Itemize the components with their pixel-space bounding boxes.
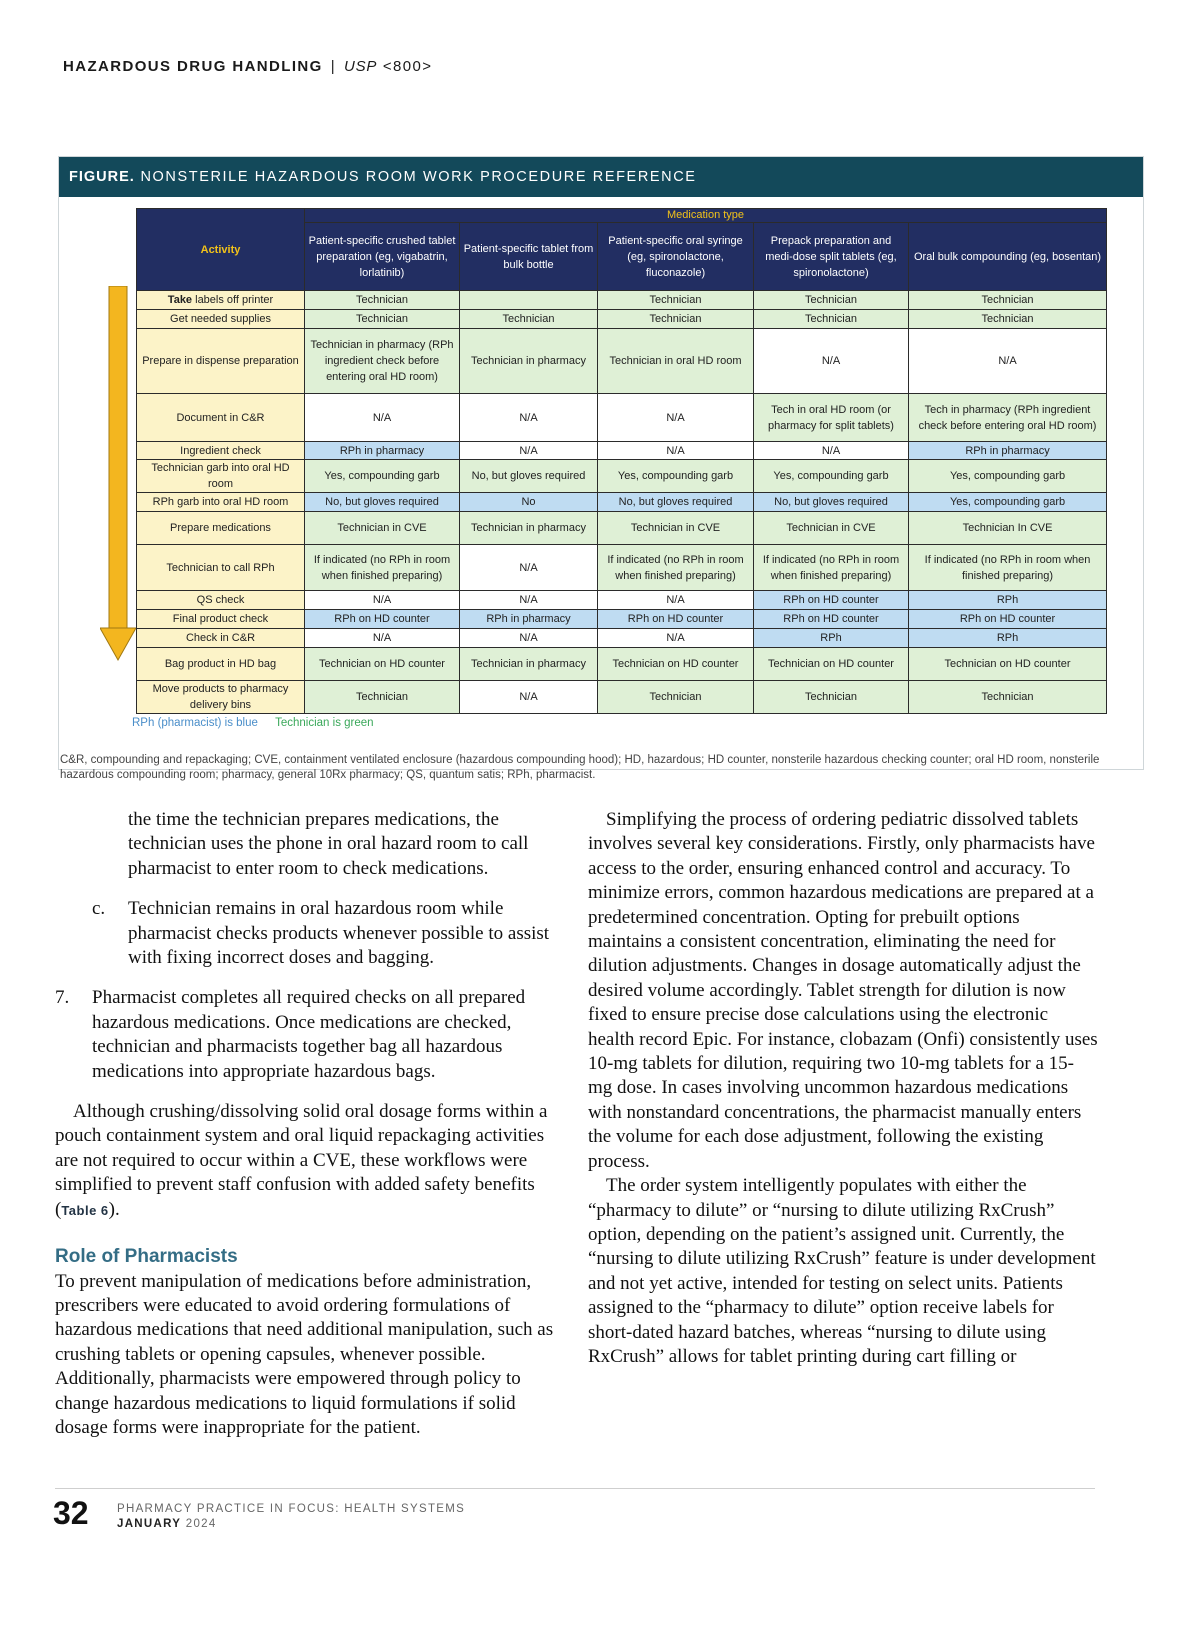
activity-text: Bag product in HD bag — [164, 658, 277, 670]
activity-text: QS check — [196, 594, 245, 606]
activity-text: Move products to pharmacy delivery bins — [152, 683, 289, 711]
figure-label: FIGURE. — [69, 169, 135, 185]
table-cell: Technician on HD counter — [598, 648, 754, 681]
table-cell: No — [460, 493, 598, 512]
medication-type-header: Medication type — [305, 209, 1107, 223]
table-cell: N/A — [598, 591, 754, 610]
table-cell: Technician — [909, 310, 1107, 329]
table-cell: No, but gloves required — [305, 493, 460, 512]
figure-title: NONSTERILE HAZARDOUS ROOM WORK PROCEDURE REFERENCE — [140, 169, 697, 185]
list-item-7 — [55, 986, 555, 1084]
table-row — [137, 629, 1107, 648]
activity-text: Final product check — [172, 613, 269, 625]
table-cell: RPh on HD counter — [754, 610, 909, 629]
table-row — [137, 648, 1107, 681]
continued-list-text: the time the technician prepares medications, the technician uses the phone in oral hazard room to call pharmacist to enter room to check medications. — [128, 809, 529, 879]
table-cell: Technician — [305, 291, 460, 310]
table-cell: N/A — [460, 591, 598, 610]
activity-text: Get needed supplies — [170, 313, 271, 325]
table-row — [137, 329, 1107, 394]
activity-cell — [137, 591, 305, 610]
footer-publication — [117, 1502, 465, 1531]
legend-rph: RPh (pharmacist) is blue — [132, 717, 258, 729]
table-cell: Technician in CVE — [754, 512, 909, 545]
table-cell: Yes, compounding garb — [305, 460, 460, 493]
activity-cell — [137, 460, 305, 493]
table-cell: RPh on HD counter — [754, 591, 909, 610]
table-cell: N/A — [460, 681, 598, 714]
body-paragraph: The order system intelligently populates with either the “pharmacy to dilute” or “nursing to dilute utilizing RxCrush” option, depending on the patient’s assigned unit. Currently, the “nursing to dilute utilizing RxCrush” feature is under development and not yet active, intended for testing on select units. Patients assigned to the “pharmacy to dilute” option receive labels for short-dated hazard batches, whereas “nursing to dilute using RxCrush” allows for tablet printing during cart filling or — [588, 1175, 1096, 1367]
activity-text: RPh garb into oral HD room — [152, 496, 289, 508]
list-marker: c. — [92, 898, 106, 920]
list-marker: 7. — [55, 987, 70, 1009]
table-cell: N/A — [754, 329, 909, 394]
table-cell: No, but gloves required — [598, 493, 754, 512]
table-cell: Technician — [460, 310, 598, 329]
table-cell: If indicated (no RPh in room when finished preparing) — [754, 545, 909, 591]
table-row — [137, 291, 1107, 310]
table-cell: If indicated (no RPh in room when finished preparing) — [598, 545, 754, 591]
table-cell: Technician in CVE — [305, 512, 460, 545]
table-cell: N/A — [909, 329, 1107, 394]
table-cell: Technician in pharmacy — [460, 648, 598, 681]
activity-bold-text: Take — [167, 294, 193, 306]
table-row — [137, 493, 1107, 512]
activity-cell — [137, 681, 305, 714]
column-header: Prepack preparation and medi-dose split tablets (eg, spironolactone) — [754, 223, 909, 291]
table-cell: If indicated (no RPh in room when finished preparing) — [909, 545, 1107, 591]
standard-name: USP — [344, 58, 378, 75]
activity-cell — [137, 610, 305, 629]
table-cell: Technician in oral HD room — [598, 329, 754, 394]
table-cell: N/A — [598, 394, 754, 442]
table-cell — [460, 291, 598, 310]
table-cell: Technician — [598, 310, 754, 329]
figure — [58, 156, 1144, 770]
table-cell: RPh in pharmacy — [305, 442, 460, 460]
running-head — [63, 58, 432, 75]
table-cell: RPh — [754, 629, 909, 648]
table-row — [137, 394, 1107, 442]
table-row — [137, 591, 1107, 610]
table-cell: Technician — [754, 310, 909, 329]
paragraph-text: Although crushing/dissolving solid oral dosage forms within a pouch containment system and oral liquid repackaging activities are not required to occur within a CVE, these workflows were simplified to prevent staff confusion with added safety benefits ( — [55, 1101, 548, 1220]
paragraph-text-end: ). — [108, 1198, 120, 1220]
table-cell: No, but gloves required — [754, 493, 909, 512]
table-row — [137, 442, 1107, 460]
table-row — [137, 545, 1107, 591]
table-cell: Yes, compounding garb — [909, 493, 1107, 512]
activity-cell — [137, 493, 305, 512]
section-title: HAZARDOUS DRUG HANDLING — [63, 58, 323, 75]
table-cell: RPh in pharmacy — [909, 442, 1107, 460]
table-cell: Technician — [754, 681, 909, 714]
activity-cell — [137, 310, 305, 329]
table-cell: RPh on HD counter — [598, 610, 754, 629]
table-cell: N/A — [460, 629, 598, 648]
table-row — [137, 512, 1107, 545]
activity-text: Ingredient check — [180, 444, 261, 457]
table-row — [137, 310, 1107, 329]
activity-cell — [137, 648, 305, 681]
table-cell: Technician on HD counter — [305, 648, 460, 681]
table-row — [137, 681, 1107, 714]
process-flow-arrow-icon — [100, 286, 136, 662]
activity-text: Prepare in dispense preparation — [142, 355, 299, 367]
left-column — [55, 808, 555, 1440]
activity-text: Prepare medications — [170, 522, 271, 534]
section-heading: Role of Pharmacists — [55, 1246, 238, 1268]
table-cell: RPh on HD counter — [909, 610, 1107, 629]
table-reference: Table 6 — [61, 1202, 109, 1218]
table-cell: Technician in CVE — [598, 512, 754, 545]
table-cell: Technician — [305, 310, 460, 329]
table-cell: Technician on HD counter — [754, 648, 909, 681]
activity-cell — [137, 291, 305, 310]
table-cell: If indicated (no RPh in room when finished preparing) — [305, 545, 460, 591]
table-cell: RPh in pharmacy — [460, 610, 598, 629]
table-cell: Technician — [305, 681, 460, 714]
table-cell: RPh on HD counter — [305, 610, 460, 629]
activity-cell — [137, 629, 305, 648]
body-paragraph — [55, 1100, 555, 1223]
issue-month: JANUARY — [117, 1517, 182, 1530]
activity-cell — [137, 545, 305, 591]
list-item-text: Technician remains in oral hazardous room while pharmacist checks products whenever possible to assist with fixing incorrect doses and bagging. — [128, 898, 550, 969]
table-cell: Tech in oral HD room (or pharmacy for split tablets) — [754, 394, 909, 442]
activity-text: Document in C&R — [176, 411, 265, 424]
table-cell: Technician in pharmacy — [460, 512, 598, 545]
activity-text: labels off printer — [195, 294, 274, 306]
list-item-c — [92, 897, 555, 970]
table-cell: No, but gloves required — [460, 460, 598, 493]
table-cell: Technician in pharmacy — [460, 329, 598, 394]
table-row — [137, 610, 1107, 629]
activity-cell — [137, 442, 305, 460]
table-cell: Technician — [598, 681, 754, 714]
running-head-separator: | — [330, 58, 336, 75]
body-paragraph: Simplifying the process of ordering pediatric dissolved tablets involves several key considerations. Firstly, only pharmacists have access to the order, ensuring enhanced control and accuracy. To minimize errors, common hazardous medications are prepared at a predetermined concentration. Opting for prebuilt options maintains a consistent concentration, eliminating the need for dilution adjustments. Changes in dosage automatically adjust the desired volume accordingly. Tablet strength for dilution is now fixed to ensure precise dose calculations using the electronic health record Epic. For instance, clobazam (Onfi) consistently uses 10-mg tablets for dilution, requiring two 10-mg tablets for a 15-mg dose. In cases involving uncommon hazardous medications with nonstandard concentrations, the pharmacist manually enters the volume for each dose adjustment, following the existing process. — [588, 809, 1098, 1172]
column-header: Patient-specific crushed tablet preparation (eg, vigabatrin, lorlatinib) — [305, 223, 460, 291]
activity-cell — [137, 394, 305, 442]
right-column — [588, 808, 1098, 1369]
table-body — [137, 291, 1107, 714]
table-cell: N/A — [305, 394, 460, 442]
figure-legend — [132, 717, 374, 729]
activity-text: Technician garb into oral HD room — [151, 462, 290, 490]
list-item-text: Pharmacist completes all required checks on all prepared hazardous medications. Once medications are checked, technician and pharmacists together bag all hazardous medications into appropriate hazardous bags. — [92, 987, 526, 1082]
table-cell: Technician — [909, 681, 1107, 714]
table-cell: N/A — [305, 629, 460, 648]
column-header: Patient-specific tablet from bulk bottle — [460, 223, 598, 291]
table-cell: N/A — [598, 629, 754, 648]
figure-banner — [59, 157, 1143, 197]
activity-text: Check in C&R — [185, 632, 256, 644]
table-cell: Tech in pharmacy (RPh ingredient check before entering oral HD room) — [909, 394, 1107, 442]
activity-header: Activity — [137, 209, 305, 291]
table-cell: Technician — [754, 291, 909, 310]
legend-technician: Technician is green — [275, 717, 374, 729]
issue-year: 2024 — [185, 1517, 217, 1530]
table-cell: Technician on HD counter — [909, 648, 1107, 681]
activity-cell — [137, 512, 305, 545]
table-cell: N/A — [460, 394, 598, 442]
body-paragraph: To prevent manipulation of medications before administration, prescribers were educated to avoid ordering formulations of hazardous medications that need additional manipulation, such as crushing tablets or opening capsules, whenever possible. Additionally, pharmacists were empowered through policy to change hazardous medications to liquid formulations if solid dosage forms were inappropriate for the patient. — [55, 1270, 554, 1438]
standard-code: <800> — [382, 58, 433, 75]
footer-divider — [55, 1488, 1095, 1489]
table-cell: RPh — [909, 591, 1107, 610]
table-row — [137, 460, 1107, 493]
activity-text: Technician to call RPh — [166, 561, 275, 574]
table-cell: Yes, compounding garb — [598, 460, 754, 493]
table-cell: Technician — [909, 291, 1107, 310]
table-cell: N/A — [754, 442, 909, 460]
table-cell: Yes, compounding garb — [754, 460, 909, 493]
table-cell: Technician in pharmacy (RPh ingredient check before entering oral HD room) — [305, 329, 460, 394]
publication-name: PHARMACY PRACTICE IN FOCUS: HEALTH SYSTEMS — [117, 1503, 466, 1515]
table-cell: N/A — [460, 545, 598, 591]
table-cell: Technician In CVE — [909, 512, 1107, 545]
table-cell: RPh — [909, 629, 1107, 648]
table-cell: Yes, compounding garb — [909, 460, 1107, 493]
column-header: Patient-specific oral syringe (eg, spironolactone, fluconazole) — [598, 223, 754, 291]
table-cell: Technician — [598, 291, 754, 310]
column-header: Oral bulk compounding (eg, bosentan) — [909, 223, 1107, 291]
procedure-reference-table — [136, 208, 1107, 714]
figure-caption: C&R, compounding and repackaging; CVE, containment ventilated enclosure (hazardous compounding hood); HD, hazardous; HD counter, nonsterile hazardous checking counter; oral HD room, nonsterile hazardous compounding room; pharmacy, general 10Rx pharmacy; QS, quantum satis; RPh, pharmacist. — [60, 754, 1100, 781]
activity-cell — [137, 329, 305, 394]
table-cell: N/A — [460, 442, 598, 460]
table-cell: N/A — [305, 591, 460, 610]
page-number: 32 — [53, 1495, 89, 1531]
table-cell: N/A — [598, 442, 754, 460]
